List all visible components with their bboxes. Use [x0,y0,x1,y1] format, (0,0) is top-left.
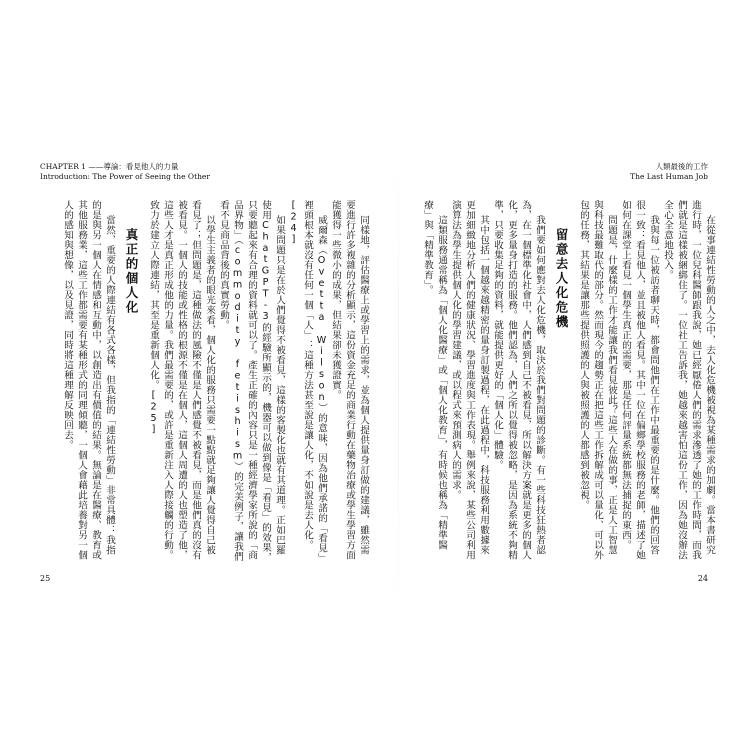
left-page-body [40,200,370,565]
paragraph: 威爾森（Ovetta Wilson）的意味，因為他們承諾的「看見」裡頭根本就沒有任何一個「人」：這種方法甚至說是讓人化，不如說是去人化。[24] [288,200,327,564]
chapter-title: CHAPTER 1 ——導論：看見他人的力量 [40,162,179,171]
page-number-left: 25 [40,574,51,583]
paragraph: 這類服務通常稱為「個人化醫療」或「個人化教育」，有時候也稱為「精準醫療」與「精準教育」。 [422,200,447,551]
right-page-body [416,200,716,565]
paragraph: 我們要如何應對去人化危機，取決於我們對問題的診斷。有一些科技狂熱者認為，在一個標準化社會中，人們感到自己不被看見，所以解決方案就是更多的個人化，更多量身打造的服務。他們認為，人們之所以覺得被忽略，是因為系統不夠精準，只要收集足夠的資料，就能提供更好的「個人化」體驗。 [492,200,545,560]
page-number-right: 24 [697,574,708,583]
paragraph: 在從事連結性勞動的人之中，去人化危機被視為某種需求的加劇。當本書研究進行時，一位兒科醫師跟我說，她已經厭倦人們的需求滲透了她的工作時間，而我們就是這樣被綑綁住了。一位社工告訴我，她越來越害怕這份工作，因為她沒辦法全心全意地投入。 [662,200,715,560]
paragraph: 當然，重要的人際連結有各式各樣，但我指的「連結性勞動」非常具體：我指的是與另一個人在情感和互動中，以創造出有價值的結果。無論是在醫療、教育或其他服務業，這些工作都需要有某種形式的同理傾聽，一個人會藉此培養對另一個人的感知與想像，以及見證，同時將這種理解反映回去。 [62,200,115,560]
running-head-right [630,162,708,182]
section-heading: 真正的個人化 [124,227,139,315]
section-heading: 留意去人化危機 [554,227,569,329]
paragraph: 以學生主義者的眼光來看，個人化的服務只需要一點點就足夠讓人覺得自己被看見了；但問題是，這種做法的風險不僅是人們感覺不被看見，而是他們真的沒有被看見。一個人的技能或性格的根源不僅是在個人，這個人周遭的人也塑造了他，這些人才是真正形成他的力量。我們最需要的，或許是重新注入人際接觸的行動。致力於建立人際連結，其至是重新個人化。[25] [148,200,215,560]
paragraph: 我與每一位被訪者聊天時，都會問他們在工作中最重要的是什麼。他們的回答很一致：看見他人，並且被他人看見。其中一位在偏鄉學校服務的老師，描述了她如何在課堂上看見一個學生真正的需要，那是任何評量系統都無法捕捉的東西。 [620,200,659,560]
book-subtitle: The Last Human Job [630,172,708,181]
running-head-left [40,162,210,182]
book-spread [28,0,722,750]
paragraph: 如果問題只是在於人們覺得不被看見，這樣的客製化也就有其道理。正如巴羅使用ChatGPT-3的經驗所顯示的，機器可以做到像是「看見」的效果，只要聽起來有合理的資料就可以了。產生正確的內容只是一種經濟學家所說的「商品界物」（commodity fetishism）的完美例子，讓我們看不見商品背後的真實勞動。 [218,200,285,563]
paragraph: 問題是，什麼樣的工作才能讓我們看見彼此？這些人在做的事，正是人工智慧與科技最難取代的部分。然而現今的趨勢正在把這些工作拆解成可以量化、可以外包的任務，其結果是讓那些提供照護的人與被照護的人都感到被忽視。 [578,200,617,560]
paragraph: 其中包括一個越來越精密的量身訂製過程，在此過程中，科技服務利用數據來更加細緻地分析人們的健康狀況、學習進度與工作表現。舉例來說，某些公司利用演算法為學生提供個人化的學習建議，或以程式來預測病人的需求。 [450,200,489,560]
gutter-shadow [398,150,399,620]
paragraph: 同樣地，評估醫療上或學習上的需求，並為個人提供量身訂做的建議，雖然需要進行許多複雜的分析顯示，這份資金充足的商業行動在藥物治療或學生學習方面能獲得一些微小的成果，但結果卻未獲證實。 [330,200,369,560]
book-title: 人類最後的工作 [655,162,708,171]
chapter-subtitle: Introduction: The Power of Seeing the Other [40,172,210,181]
